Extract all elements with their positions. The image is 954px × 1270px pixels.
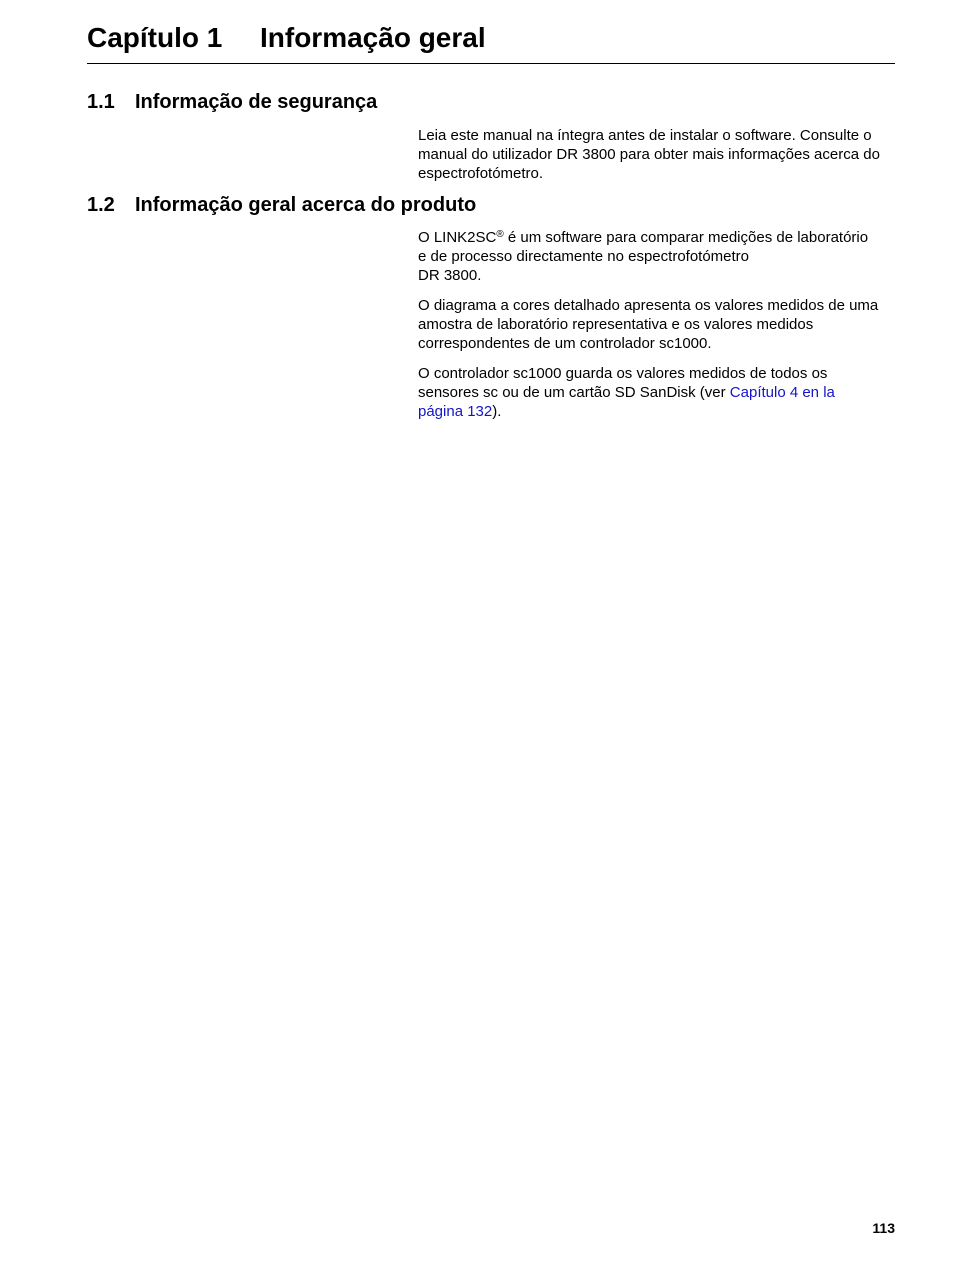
chapter-header bbox=[87, 20, 895, 64]
paragraph-text: O controlador sc1000 guarda os valores medidos de todos os sensores sc ou de um cartão SD SanDisk (ver bbox=[418, 365, 828, 401]
section-title: Informação geral acerca do produto bbox=[135, 194, 477, 216]
product-paragraph-1 bbox=[418, 228, 878, 285]
paragraph-text-tail: DR 3800. bbox=[418, 267, 482, 284]
chapter-title-text: Informação geral bbox=[260, 22, 486, 53]
chapter-title bbox=[87, 20, 486, 56]
chapter-number: Capítulo 1 bbox=[87, 22, 223, 53]
section-heading-1-2 bbox=[87, 193, 476, 217]
product-paragraph-3 bbox=[418, 364, 878, 421]
section-title: Informação de segurança bbox=[135, 91, 378, 113]
product-name: O LINK2SC bbox=[418, 229, 497, 246]
chapter-4-link[interactable]: Capítulo 4 en la página 132 bbox=[418, 384, 835, 420]
safety-paragraph: Leia este manual na íntegra antes de instalar o software. Consulte o manual do utilizador DR 3800 para obter mais informações acerca do espectrofotómetro. bbox=[418, 127, 880, 182]
section-number: 1.1 bbox=[87, 91, 115, 113]
product-paragraph-2: O diagrama a cores detalhado apresenta os valores medidos de uma amostra de laboratório representativa e os valores medidos correspondentes de um controlador sc1000. bbox=[418, 297, 879, 352]
registered-mark: ® bbox=[496, 229, 504, 240]
paragraph-text: é um software para comparar medições de laboratório e de processo directamente no espectrofotómetro bbox=[418, 229, 869, 265]
paragraph-text-after: ). bbox=[492, 403, 502, 420]
section-number: 1.2 bbox=[87, 194, 115, 216]
page-number: 113 bbox=[872, 1220, 895, 1236]
section-heading-1-1 bbox=[87, 90, 377, 114]
